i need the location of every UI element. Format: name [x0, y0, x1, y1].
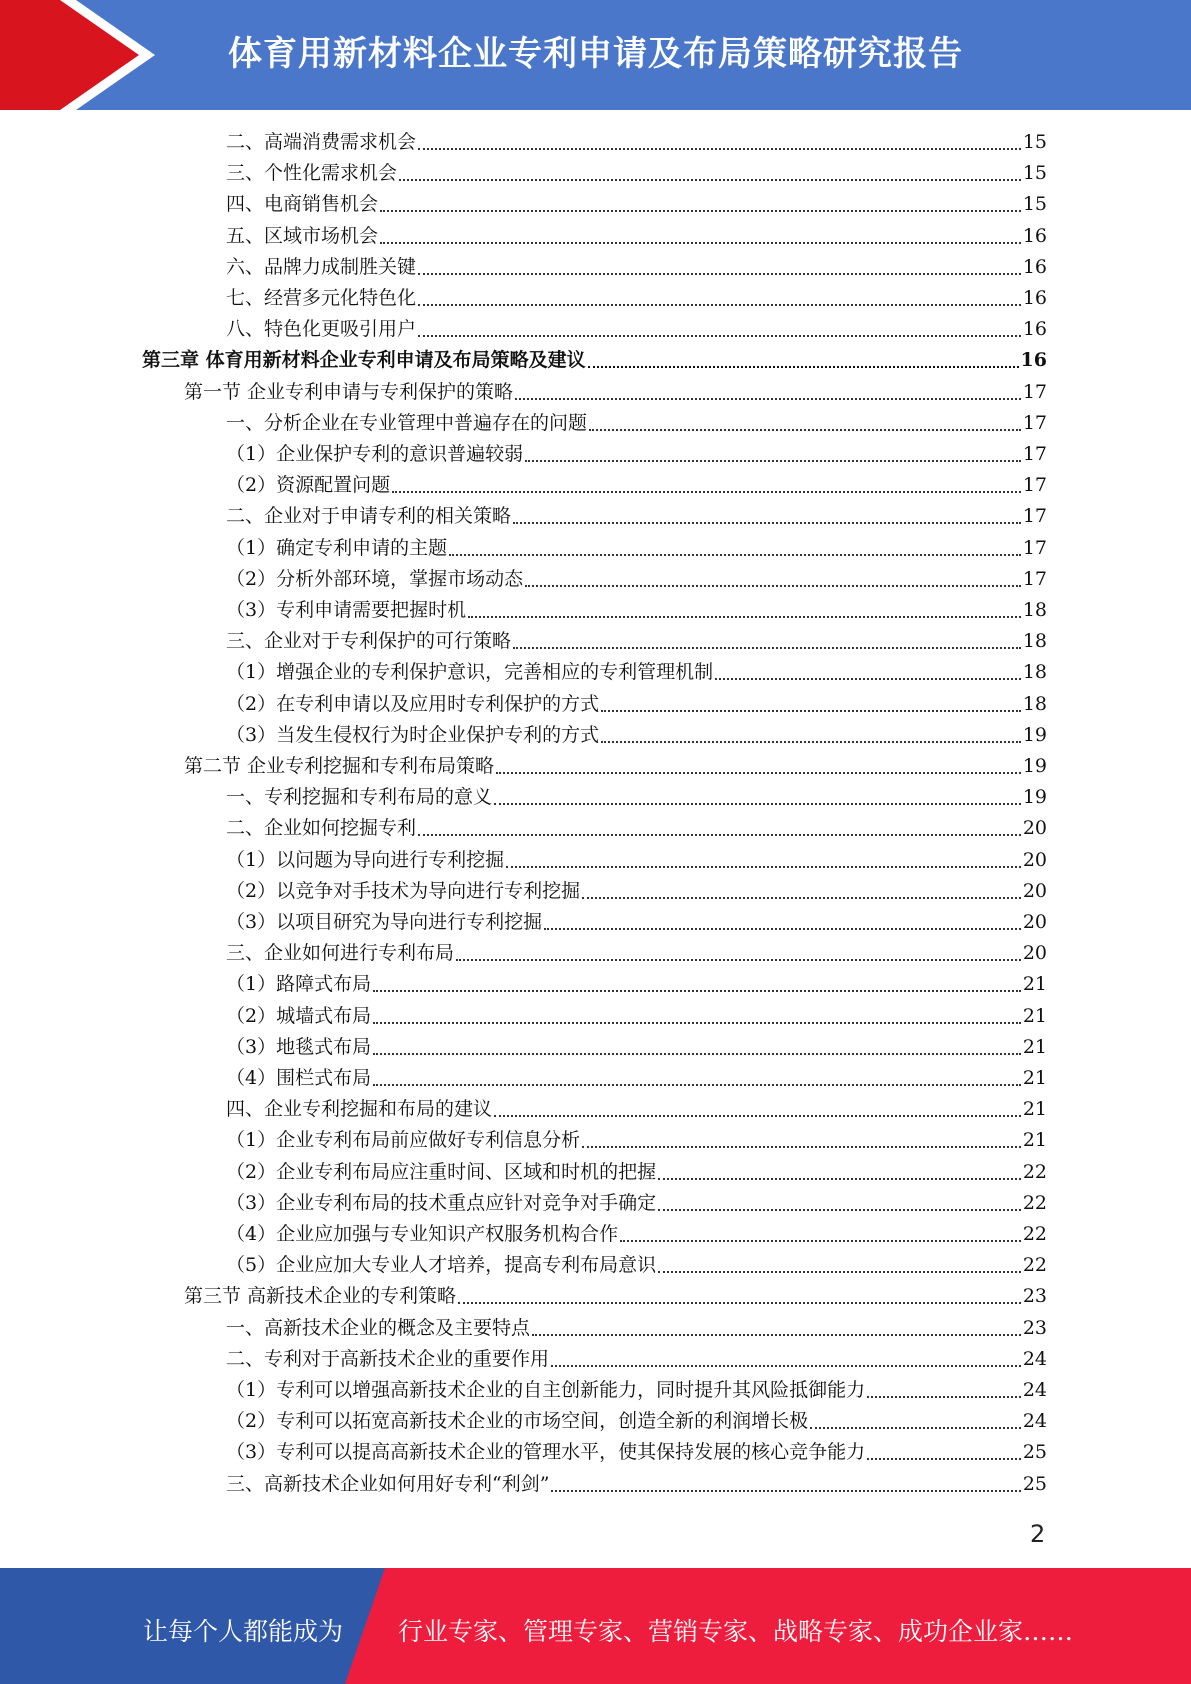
- toc-leader-dots: [525, 585, 1021, 587]
- toc-leader-dots: [468, 616, 1021, 618]
- toc-entry-label: 六、品牌力成制胜关键: [226, 256, 417, 278]
- toc-entry[interactable]: [226, 1188, 1047, 1219]
- toc-entry-page: 18: [1022, 693, 1047, 715]
- red-arrow-decoration: [0, 0, 140, 110]
- toc-entry-label: （2）专利可以拓宽高新技术企业的市场空间，创造全新的利润增长极: [226, 1410, 809, 1432]
- toc-entry-page: 15: [1022, 162, 1047, 184]
- toc-leader-dots: [496, 772, 1021, 774]
- toc-entry-page: 21: [1022, 1005, 1047, 1027]
- toc-entry-page: 21: [1022, 1036, 1047, 1058]
- toc-entry-page: 19: [1022, 724, 1047, 746]
- toc-entry-label: 二、高端消费需求机会: [226, 131, 417, 153]
- toc-entry[interactable]: [226, 221, 1047, 252]
- footer-slogan-left: 让每个人都能成为: [143, 1617, 344, 1646]
- toc-entry-page: 24: [1022, 1348, 1047, 1370]
- toc-leader-dots: [658, 1209, 1021, 1211]
- toc-entry-label: 第一节 企业专利申请与专利保护的策略: [184, 381, 514, 403]
- toc-entry[interactable]: [226, 1219, 1047, 1250]
- toc-section-entry[interactable]: [184, 1281, 1047, 1312]
- toc-entry-page: 23: [1022, 1317, 1047, 1339]
- toc-entry[interactable]: [226, 1375, 1047, 1406]
- toc-entry-label: 第三章 体育用新材料企业专利申请及布局策略及建议: [142, 349, 586, 371]
- toc-entry-label: 第三节 高新技术企业的专利策略: [184, 1285, 457, 1307]
- toc-entry[interactable]: [226, 1094, 1047, 1125]
- toc-entry-label: （1）路障式布局: [226, 973, 372, 995]
- toc-leader-dots: [418, 335, 1021, 337]
- toc-entry[interactable]: [226, 907, 1047, 938]
- toc-section-entry[interactable]: [184, 751, 1047, 782]
- toc-leader-dots: [380, 210, 1021, 212]
- toc-entry-page: 25: [1022, 1473, 1047, 1495]
- toc-entry-page: 17: [1022, 537, 1047, 559]
- toc-entry-label: （2）以竞争对手技术为导向进行专利挖掘: [226, 880, 581, 902]
- toc-entry-label: （4）围栏式布局: [226, 1067, 372, 1089]
- toc-entry-page: 18: [1022, 630, 1047, 652]
- toc-leader-dots: [544, 928, 1021, 930]
- toc-entry-label: 三、个性化需求机会: [226, 162, 398, 184]
- toc-entry-page: 24: [1022, 1379, 1047, 1401]
- toc-leader-dots: [810, 1427, 1021, 1429]
- toc-leader-dots: [373, 990, 1021, 992]
- toc-entry-page: 17: [1022, 412, 1047, 434]
- toc-leader-dots: [601, 741, 1021, 743]
- toc-entry-page: 24: [1022, 1410, 1047, 1432]
- toc-entry-label: （1）确定专利申请的主题: [226, 537, 448, 559]
- toc-entry-label: （3）以项目研究为导向进行专利挖掘: [226, 911, 543, 933]
- toc-leader-dots: [373, 1053, 1021, 1055]
- toc-leader-dots: [620, 1240, 1021, 1242]
- toc-entry-page: 17: [1022, 474, 1047, 496]
- toc-leader-dots: [588, 366, 1019, 368]
- toc-entry-page: 17: [1022, 568, 1047, 590]
- toc-leader-dots: [494, 803, 1021, 805]
- toc-entry[interactable]: [226, 1125, 1047, 1156]
- toc-entry[interactable]: [226, 1063, 1047, 1094]
- toc-entry[interactable]: [226, 1032, 1047, 1063]
- toc-entry-page: 21: [1022, 973, 1047, 995]
- toc-entry-label: 二、企业如何挖掘专利: [226, 817, 417, 839]
- toc-leader-dots: [582, 1146, 1021, 1148]
- toc-entry-page: 22: [1022, 1254, 1047, 1276]
- toc-leader-dots: [532, 1334, 1021, 1336]
- toc-entry-label: 一、高新技术企业的概念及主要特点: [226, 1317, 531, 1339]
- toc-entry-label: （2）城墙式布局: [226, 1005, 372, 1027]
- toc-entry-label: 八、特色化更吸引用户: [226, 318, 417, 340]
- toc-entry-page: 19: [1022, 755, 1047, 777]
- toc-section-entry[interactable]: [184, 377, 1047, 408]
- toc-entry-page: 18: [1022, 661, 1047, 683]
- toc-entry[interactable]: [226, 938, 1047, 969]
- toc-entry-label: 第二节 企业专利挖掘和专利布局策略: [184, 755, 495, 777]
- toc-leader-dots: [399, 179, 1021, 181]
- toc-entry-label: （2）在专利申请以及应用时专利保护的方式: [226, 693, 600, 715]
- toc-entry-label: （3）专利可以提高高新技术企业的管理水平，使其保持发展的核心竞争能力: [226, 1441, 866, 1463]
- toc-entry[interactable]: [226, 689, 1047, 720]
- toc-leader-dots: [551, 1490, 1020, 1492]
- toc-leader-dots: [658, 1271, 1021, 1273]
- toc-entry-page: 22: [1022, 1192, 1047, 1214]
- toc-entry-label: （2）资源配置问题: [226, 474, 391, 496]
- toc-entry-label: （1）以问题为导向进行专利挖掘: [226, 849, 505, 871]
- toc-entry-page: 20: [1022, 911, 1047, 933]
- toc-entry[interactable]: [226, 564, 1047, 595]
- toc-entry[interactable]: [226, 1001, 1047, 1032]
- toc-entry-page: 20: [1022, 817, 1047, 839]
- toc-entry[interactable]: [226, 1344, 1047, 1375]
- toc-entry-page: 15: [1022, 193, 1047, 215]
- page-number: 2: [1030, 1520, 1046, 1548]
- toc-leader-dots: [658, 1178, 1021, 1180]
- toc-entry-label: 四、电商销售机会: [226, 193, 379, 215]
- toc-leader-dots: [392, 491, 1021, 493]
- footer-slogan-right: 行业专家、管理专家、营销专家、战略专家、成功企业家……: [398, 1617, 1074, 1646]
- footer-banner: [0, 1568, 1191, 1684]
- toc-leader-dots: [515, 398, 1021, 400]
- toc-entry[interactable]: [226, 1406, 1047, 1437]
- toc-entry[interactable]: [226, 1157, 1047, 1188]
- toc-entry-label: （4）企业应加强与专业知识产权服务机构合作: [226, 1223, 619, 1245]
- toc-chapter-entry[interactable]: [142, 345, 1047, 376]
- toc-entry[interactable]: [226, 845, 1047, 876]
- toc-entry[interactable]: [226, 252, 1047, 283]
- toc-entry-label: 二、专利对于高新技术企业的重要作用: [226, 1348, 550, 1370]
- toc-entry[interactable]: [226, 189, 1047, 220]
- toc-entry[interactable]: [226, 1313, 1047, 1344]
- toc-entry[interactable]: [226, 158, 1047, 189]
- toc-leader-dots: [601, 710, 1021, 712]
- toc-entry[interactable]: [226, 1437, 1047, 1468]
- toc-entry-page: 16: [1022, 225, 1047, 247]
- toc-entry[interactable]: [226, 720, 1047, 751]
- toc-leader-dots: [458, 1302, 1021, 1304]
- toc-entry-label: （2）企业专利布局应注重时间、区域和时机的把握: [226, 1161, 657, 1183]
- toc-entry-label: （3）当发生侵权行为时企业保护专利的方式: [226, 724, 600, 746]
- header-banner: [0, 0, 1191, 110]
- toc-entry[interactable]: [226, 782, 1047, 813]
- toc-entry-label: 五、区域市场机会: [226, 225, 379, 247]
- toc-entry-label: （1）增强企业的专利保护意识，完善相应的专利管理机制: [226, 661, 714, 683]
- toc-entry[interactable]: [226, 408, 1047, 439]
- toc-entry[interactable]: [226, 969, 1047, 1000]
- toc-entry-label: （3）地毯式布局: [226, 1036, 372, 1058]
- toc-entry[interactable]: [226, 127, 1047, 158]
- toc-entry-label: （2）分析外部环境，掌握市场动态: [226, 568, 524, 590]
- toc-leader-dots: [373, 1084, 1021, 1086]
- toc-entry-page: 19: [1022, 786, 1047, 808]
- toc-entry[interactable]: [226, 657, 1047, 688]
- toc-leader-dots: [456, 959, 1021, 961]
- toc-entry-page: 23: [1022, 1285, 1047, 1307]
- toc-entry-page: 18: [1022, 599, 1047, 621]
- toc-entry-page: 16: [1020, 349, 1047, 371]
- toc-entry-page: 16: [1022, 256, 1047, 278]
- toc-entry-label: 三、企业对于专利保护的可行策略: [226, 630, 512, 652]
- toc-entry-page: 22: [1022, 1161, 1047, 1183]
- toc-leader-dots: [449, 554, 1021, 556]
- toc-entry-label: 一、分析企业在专业管理中普遍存在的问题: [226, 412, 588, 434]
- toc-entry-label: 三、高新技术企业如何用好专利“利剑”: [226, 1473, 550, 1495]
- toc-leader-dots: [867, 1396, 1021, 1398]
- toc-entry-page: 21: [1022, 1067, 1047, 1089]
- toc-leader-dots: [418, 273, 1021, 275]
- toc-entry-page: 21: [1022, 1098, 1047, 1120]
- toc-entry-page: 15: [1022, 131, 1047, 153]
- toc-leader-dots: [582, 897, 1021, 899]
- toc-leader-dots: [589, 429, 1021, 431]
- toc-entry[interactable]: [226, 283, 1047, 314]
- toc-entry-label: （1）企业保护专利的意识普遍较弱: [226, 443, 524, 465]
- toc-entry-label: 七、经营多元化特色化: [226, 287, 417, 309]
- toc-entry-page: 25: [1022, 1441, 1047, 1463]
- toc-entry-label: （3）企业专利布局的技术重点应针对竞争对手确定: [226, 1192, 657, 1214]
- toc-entry[interactable]: [226, 314, 1047, 345]
- toc-entry-page: 17: [1022, 505, 1047, 527]
- toc-entry-page: 20: [1022, 849, 1047, 871]
- toc-leader-dots: [380, 242, 1021, 244]
- toc-leader-dots: [525, 460, 1021, 462]
- toc-leader-dots: [513, 647, 1021, 649]
- toc-entry-label: （1）专利可以增强高新技术企业的自主创新能力，同时提升其风险抵御能力: [226, 1379, 866, 1401]
- toc-entry-page: 16: [1022, 287, 1047, 309]
- toc-entry[interactable]: [226, 876, 1047, 907]
- toc-entry-page: 17: [1022, 443, 1047, 465]
- toc-entry-label: （1）企业专利布局前应做好专利信息分析: [226, 1129, 581, 1151]
- toc-entry-page: 20: [1022, 942, 1047, 964]
- toc-entry[interactable]: [226, 1469, 1047, 1500]
- toc-leader-dots: [506, 866, 1021, 868]
- toc-entry[interactable]: [226, 1250, 1047, 1281]
- toc-entry-label: 一、专利挖掘和专利布局的意义: [226, 786, 493, 808]
- toc-entry-label: （3）专利申请需要把握时机: [226, 599, 467, 621]
- toc-entry-label: 二、企业对于申请专利的相关策略: [226, 505, 512, 527]
- toc-entry-label: 三、企业如何进行专利布局: [226, 942, 455, 964]
- toc-entry[interactable]: [226, 533, 1047, 564]
- toc-leader-dots: [513, 522, 1021, 524]
- toc-entry-page: 22: [1022, 1223, 1047, 1245]
- toc-entry[interactable]: [226, 626, 1047, 657]
- toc-entry-page: 21: [1022, 1129, 1047, 1151]
- toc-leader-dots: [418, 834, 1021, 836]
- toc-entry[interactable]: [226, 501, 1047, 532]
- toc-entry[interactable]: [226, 813, 1047, 844]
- toc-entry[interactable]: [226, 439, 1047, 470]
- toc-entry-page: 17: [1022, 381, 1047, 403]
- toc-entry[interactable]: [226, 595, 1047, 626]
- toc-leader-dots: [418, 304, 1021, 306]
- toc-entry-page: 16: [1022, 318, 1047, 340]
- toc-leader-dots: [551, 1365, 1021, 1367]
- toc-entry[interactable]: [226, 470, 1047, 501]
- toc-leader-dots: [373, 1022, 1021, 1024]
- toc-entry-label: （5）企业应加大专业人才培养，提高专利布局意识: [226, 1254, 657, 1276]
- toc-entry-label: 四、企业专利挖掘和布局的建议: [226, 1098, 493, 1120]
- toc-leader-dots: [418, 148, 1021, 150]
- toc-entry-page: 20: [1022, 880, 1047, 902]
- toc-leader-dots: [867, 1458, 1021, 1460]
- toc-leader-dots: [494, 1115, 1021, 1117]
- report-title: 体育用新材料企业专利申请及布局策略研究报告: [228, 34, 963, 74]
- toc-leader-dots: [715, 678, 1021, 680]
